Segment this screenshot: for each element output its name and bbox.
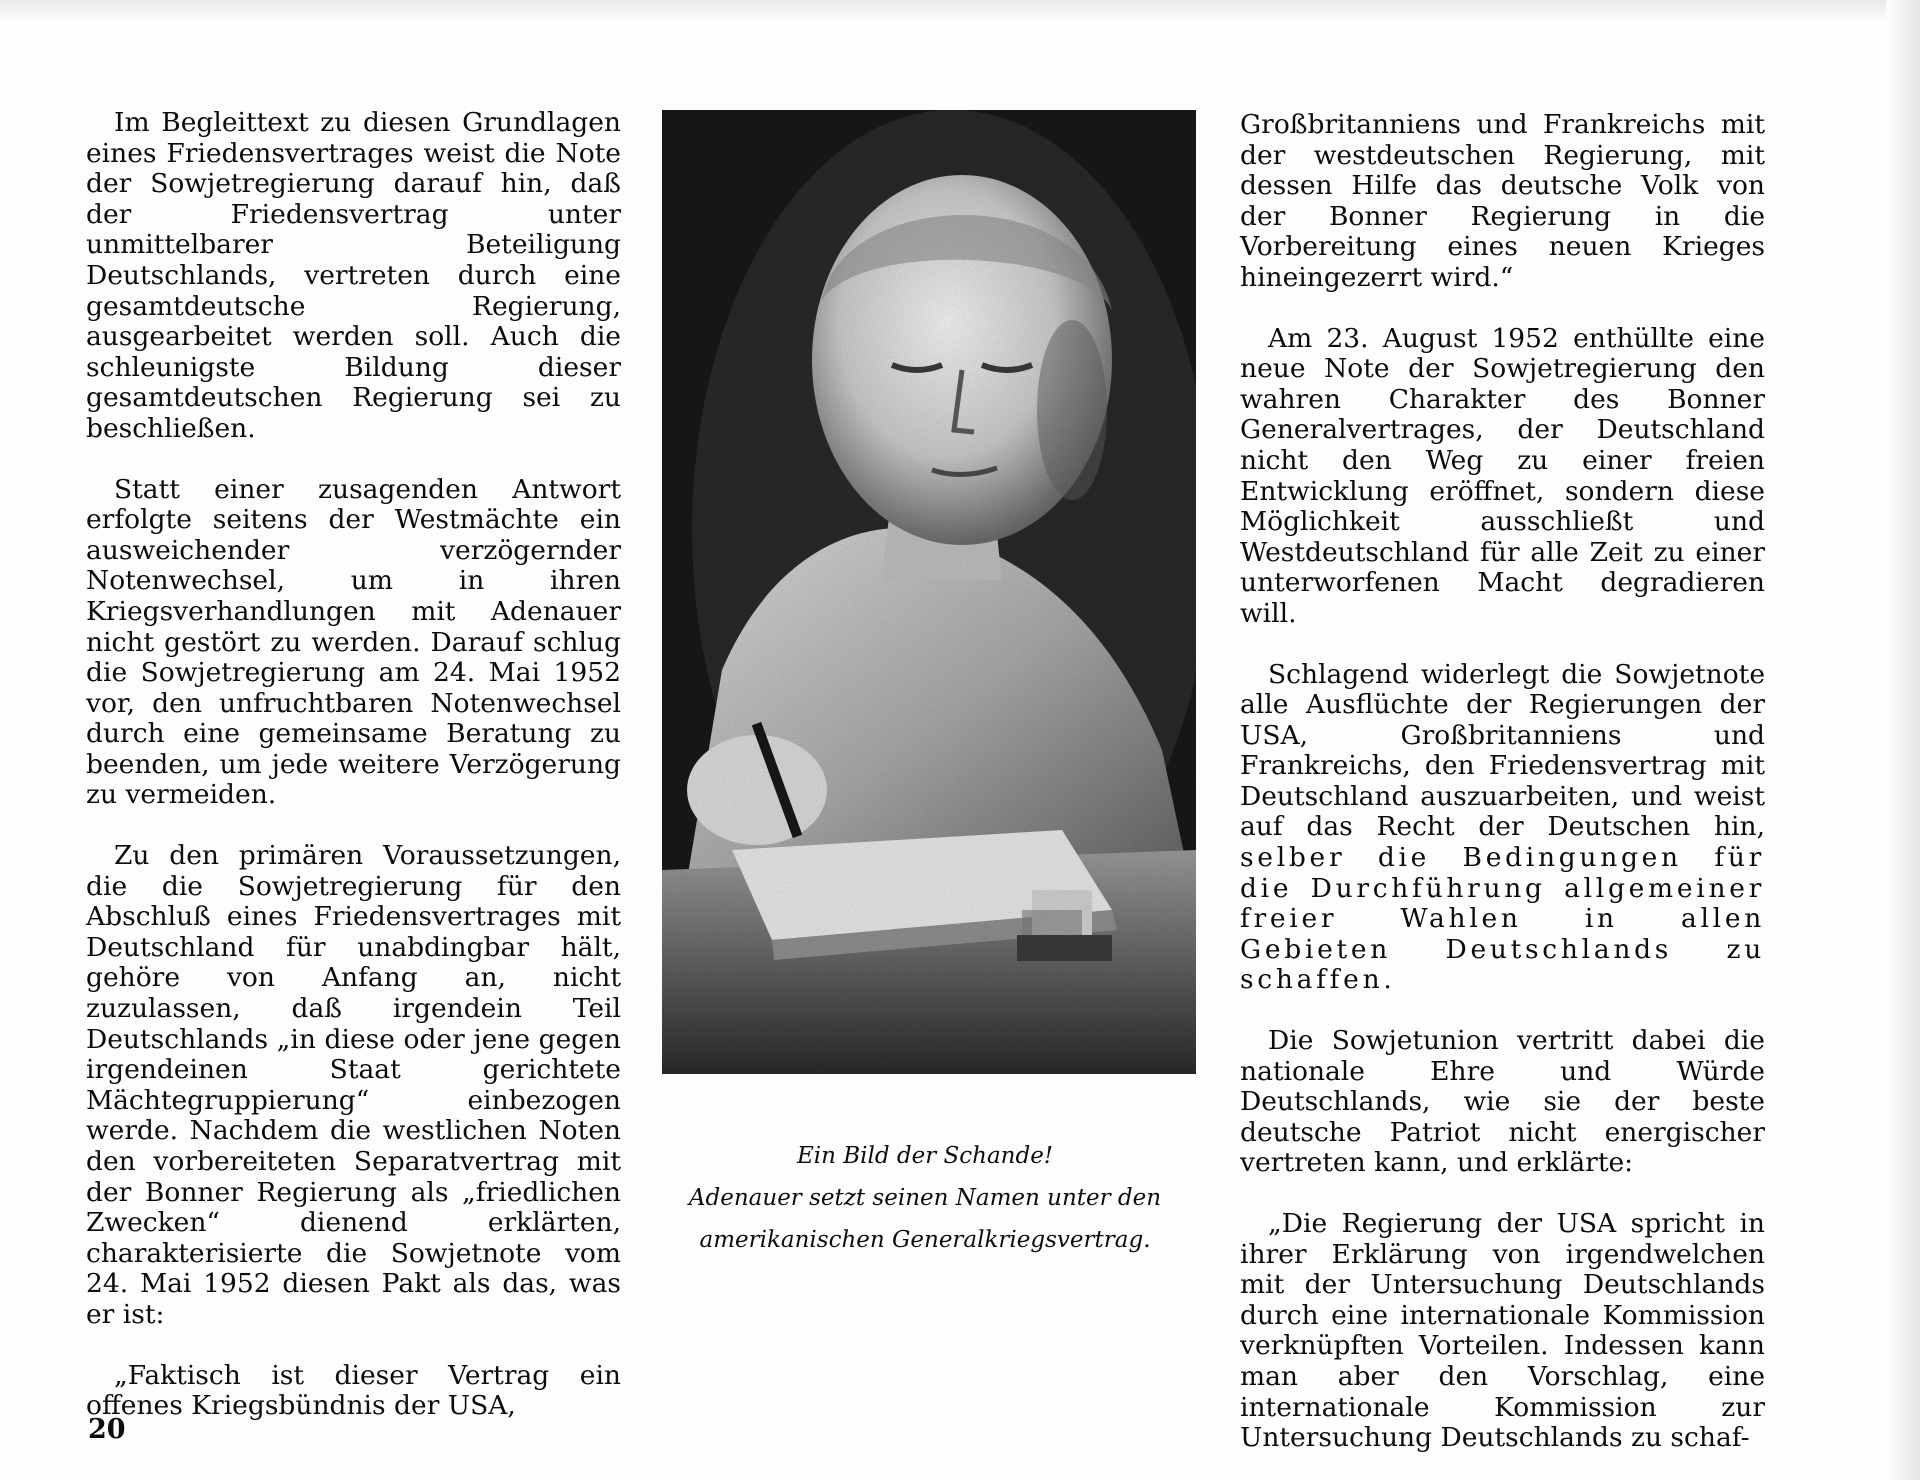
left-paragraph-4: „Faktisch ist dieser Vertrag ein offenes Kriegsbündnis der USA, (86, 1359, 621, 1422)
page-number: 20 (88, 1414, 126, 1445)
right-paragraph-3-normal: Schlagend widerlegt die Sowjetnote alle Ausflüchte der Regierungen der USA, Großbritanniens und Frankreichs, den Friedensvertrag mit Deutschland auszuarbeiten, und weist auf das Recht der Deutschen hin, (1240, 658, 1765, 843)
right-paragraph-1: Großbritanniens und Frankreichs mit der westdeutschen Regierung, mit dessen Hilfe das deutsche Volk von der Bonner Regierung in die Vorbereitung eines neuen Krieges hineingezerrt wird.“ (1240, 109, 1765, 293)
right-paragraph-3 (1240, 660, 1765, 997)
left-text-column (86, 108, 621, 1452)
photograph-adenauer-signing (662, 110, 1196, 1074)
caption-line-2: amerikanischen Generalkriegsvertrag. (699, 1227, 1151, 1253)
caption-title: Ein Bild der Schande! (796, 1143, 1054, 1169)
right-paragraph-2: Am 23. August 1952 enthüllte eine neue Note der Sowjetregierung den wahren Charakter des Bonner Generalvertrages, der Deutschland nicht den Weg zu einer freien Entwicklung eröffnet, sondern diese Möglichkeit ausschließt und Westdeutschland für alle Zeit zu einer unterworfenen Macht degradieren will. (1240, 322, 1765, 629)
left-paragraph-1: Im Begleittext zu diesen Grundlagen eines Friedensvertrages weist die Note der Sowjetregierung darauf hin, daß der Friedensvertrag unter unmittelbarer Beteiligung Deutschlands, vertreten durch eine gesamtdeutsche Regierung, ausgearbeitet werden soll. Auch die schleunigste Bildung dieser gesamtdeutschen Regierung sei zu beschließen. (86, 107, 621, 444)
photo-caption (640, 1135, 1210, 1261)
left-paragraph-3: Zu den primären Voraussetzungen, die die Sowjetregierung für den Abschluß eines Friedensvertrages mit Deutschland für unabdingbar hält, gehöre von Anfang an, nicht zuzulassen, daß irgendein Teil Deutschlands „in diese oder jene gegen irgendeinen Staat gerichtete Mächtegruppierung“ einbezogen werde. Nachdem die westlichen Noten den vorbereiteten Separatvertrag mit der Bonner Regierung als „friedlichen Zwecken“ dienend erklärten, charakterisierte die Sowjetnote vom 24. Mai 1952 diesen Pakt als das, was er ist: (86, 840, 621, 1330)
right-paragraph-3-spaced-emphasis: selber die Bedingungen für die Durchführung allgemeiner freier Wahlen in allen Gebieten Deutschlands zu schaffen. (1240, 842, 1765, 996)
right-paragraph-5: „Die Regierung der USA spricht in ihrer Erklärung von irgendwelchen mit der Untersuchung Deutschlands durch eine internationale Kommission verknüpften Vorteilen. Indessen kann man aber den Vorschlag, eine internationale Kommission zur Untersuchung Deutschlands zu schaf- (1240, 1208, 1765, 1454)
caption-line-1: Adenauer setzt seinen Namen unter den (688, 1185, 1162, 1211)
scan-edge-right (1886, 0, 1920, 1480)
left-paragraph-2: Statt einer zusagenden Antwort erfolgte seitens der Westmächte ein ausweichender verzögernder Notenwechsel, um in ihren Kriegsverhandlungen mit Adenauer nicht gestört zu werden. Darauf schlug die Sowjetregierung am 24. Mai 1952 vor, den unfruchtbaren Notenwechsel durch eine gemeinsame Beratung zu beenden, um jede weitere Verzögerung zu vermeiden. (86, 473, 621, 811)
scan-edge-top (0, 0, 1920, 22)
right-text-column (1240, 110, 1765, 1480)
right-paragraph-4: Die Sowjetunion vertritt dabei die nationale Ehre und Würde Deutschlands, wie sie der beste deutsche Patriot nicht energischer vertreten kann, und erklärte: (1240, 1025, 1765, 1179)
photograph-image (662, 110, 1196, 1074)
